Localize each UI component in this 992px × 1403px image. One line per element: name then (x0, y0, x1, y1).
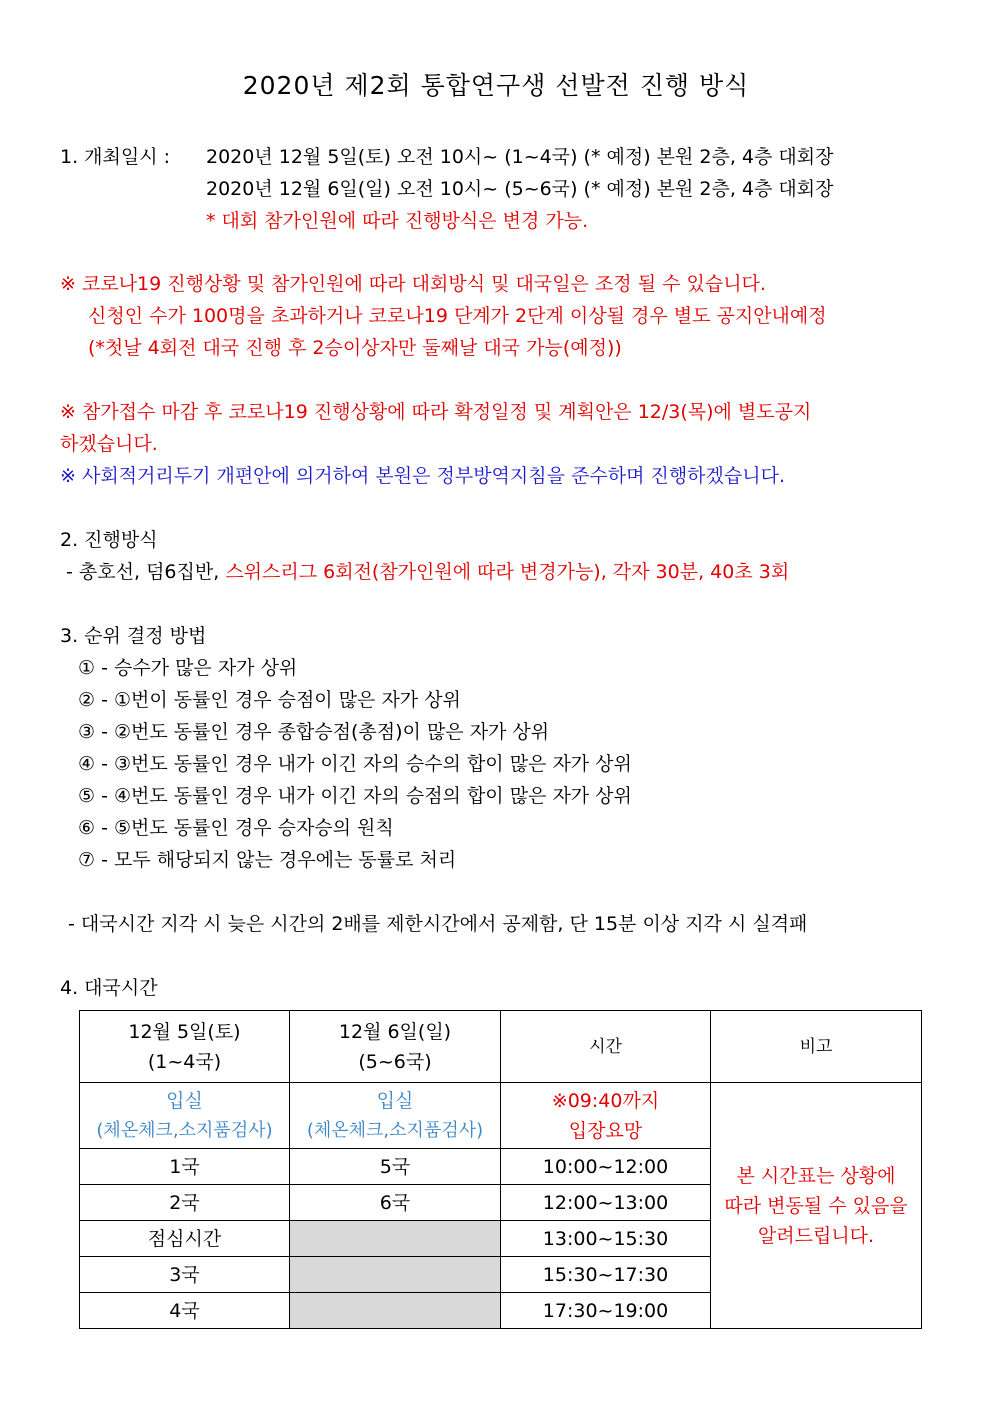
section1-date2: 2020년 12월 6일(일) 오전 10시~ (5~6국) (* 예정) 본원 2층, 4층 대회장 (206, 178, 834, 200)
entry-day2-sub: (체온체크,소지품검사) (306, 1119, 484, 1141)
row-time: 13:00~15:30 (501, 1221, 711, 1257)
section2-highlight: 스위스리그 6회전(참가인원에 따라 변경가능), 각자 30분, 40초 3회 (225, 561, 790, 583)
entry-time-sub: 입장요망 (568, 1119, 643, 1142)
row-day2: 5국 (290, 1149, 501, 1185)
rank-rule-7: ⑦ - 모두 해당되지 않는 경우에는 동률로 처리 (78, 849, 457, 871)
entry-day1-sub: (체온체크,소지품검사) (96, 1119, 273, 1141)
header-day1 (80, 1011, 290, 1083)
remark-cell (711, 1083, 922, 1329)
remark-line: 알려드립니다. (757, 1224, 875, 1247)
notice-covid-line3: (*첫날 4회전 대국 진행 후 2승이상자만 둘째날 대국 가능(예정)) (88, 337, 622, 359)
row-day2-empty (290, 1257, 501, 1293)
notice-covid-line2: 신청인 수가 100명을 초과하거나 코로나19 단계가 2단계 이상될 경우 별도 공지안내예정 (88, 305, 827, 327)
entry-day2-label: 입실 (376, 1089, 414, 1112)
table-row (80, 1083, 922, 1149)
rank-rule-1: ① - 승수가 많은 자가 상위 (78, 657, 298, 679)
entry-day1 (80, 1083, 290, 1149)
header-day1-games: (1~4국) (147, 1050, 222, 1073)
section2-prefix: - 총호선, 덤6집반, (60, 561, 226, 583)
entry-time-label: ※09:40까지 (551, 1089, 660, 1112)
rank-rule-2: ② - ①번이 동률인 경우 승점이 많은 자가 상위 (78, 689, 461, 711)
row-day1: 4국 (80, 1293, 290, 1329)
rank-rule-6: ⑥ - ⑤번도 동률인 경우 승자승의 원칙 (78, 817, 394, 839)
row-day2-empty (290, 1221, 501, 1257)
entry-time (501, 1083, 711, 1149)
notice-distancing: ※ 사회적거리두기 개편안에 의거하여 본원은 정부방역지침을 준수하며 진행하겠습니다. (60, 465, 785, 487)
remark-line: 본 시간표는 상황에 (736, 1164, 896, 1187)
row-time: 17:30~19:00 (501, 1293, 711, 1329)
remark-line: 따라 변동될 수 있음을 (724, 1194, 908, 1217)
schedule-table (79, 1010, 922, 1329)
row-day2-empty (290, 1293, 501, 1329)
entry-day2 (290, 1083, 501, 1149)
header-day2-date: 12월 6일(일) (338, 1020, 452, 1043)
section1-label: 1. 개최일시 : (60, 146, 171, 168)
notice-schedule-line1: ※ 참가접수 마감 후 코로나19 진행상황에 따라 확정일정 및 계획안은 12/3(목)에 별도공지 (60, 401, 812, 423)
section2-content (60, 558, 789, 586)
row-time: 15:30~17:30 (501, 1257, 711, 1293)
rank-rule-4: ④ - ③번도 동률인 경우 내가 이긴 자의 승수의 합이 많은 자가 상위 (78, 753, 632, 775)
rank-rule-5: ⑤ - ④번도 동률인 경우 내가 이긴 자의 승점의 합이 많은 자가 상위 (78, 785, 632, 807)
rank-rule-3: ③ - ②번도 동률인 경우 종합승점(총점)이 많은 자가 상위 (78, 721, 550, 743)
row-time: 10:00~12:00 (501, 1149, 711, 1185)
row-day1: 1국 (80, 1149, 290, 1185)
row-day1: 3국 (80, 1257, 290, 1293)
entry-day1-label: 입실 (166, 1089, 203, 1112)
header-day1-date: 12월 5일(토) (128, 1020, 241, 1043)
section1-note: * 대회 참가인원에 따라 진행방식은 변경 가능. (206, 210, 589, 232)
row-day1: 2국 (80, 1185, 290, 1221)
section1-date1: 2020년 12월 5일(토) 오전 10시~ (1~4국) (* 예정) 본원 2층, 4층 대회장 (206, 146, 834, 168)
section4-label: 4. 대국시간 (60, 977, 158, 999)
section3-label: 3. 순위 결정 방법 (60, 625, 207, 647)
notice-covid-line1: ※ 코로나19 진행상황 및 참가인원에 따라 대회방식 및 대국일은 조정 될 수 있습니다. (60, 273, 766, 295)
notice-schedule-line2: 하겠습니다. (60, 433, 158, 455)
row-day2: 6국 (290, 1185, 501, 1221)
page-title: 2020년 제2회 통합연구생 선발전 진행 방식 (242, 71, 750, 100)
row-day1: 점심시간 (80, 1221, 290, 1257)
header-time: 시간 (501, 1011, 711, 1083)
row-time: 12:00~13:00 (501, 1185, 711, 1221)
header-remark: 비고 (711, 1011, 922, 1083)
late-rule: - 대국시간 지각 시 늦은 시간의 2배를 제한시간에서 공제함, 단 15분 이상 지각 시 실격패 (68, 913, 808, 935)
header-day2-games: (5~6국) (358, 1050, 432, 1073)
section2-label: 2. 진행방식 (60, 529, 158, 551)
table-header-row (80, 1011, 922, 1083)
header-day2 (290, 1011, 501, 1083)
